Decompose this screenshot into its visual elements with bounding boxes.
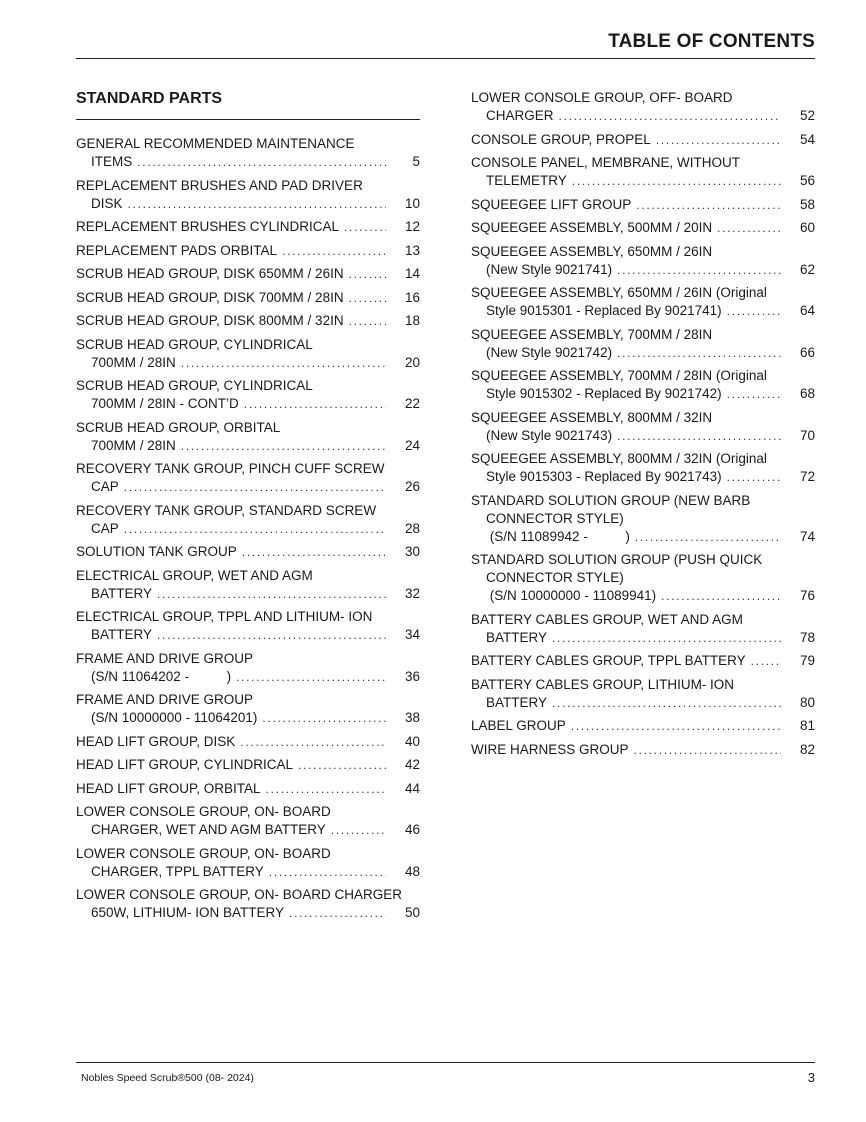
- page-title: TABLE OF CONTENTS: [608, 31, 815, 52]
- toc-entry-title: (New Style 9021743): [486, 427, 613, 443]
- dot-leader: [349, 289, 386, 307]
- toc-page-number: 78: [799, 629, 815, 645]
- toc-entry-title: BATTERY: [91, 627, 153, 642]
- toc-entry-title: WIRE HARNESS GROUP: [471, 741, 629, 757]
- toc-entry-title: 700MM / 28IN: [91, 437, 176, 453]
- toc-entry-title: REPLACEMENT BRUSHES CYLINDRICAL: [76, 219, 340, 234]
- toc-entry-title: (S/N 10000000 - 11064201): [91, 710, 258, 725]
- toc-entry[interactable]: [471, 450, 815, 486]
- toc-entry-title: CONSOLE PANEL, MEMBRANE, WITHOUT: [471, 155, 741, 170]
- dot-leader: [661, 587, 781, 605]
- dot-leader: [727, 385, 781, 403]
- toc-entry-title: SCRUB HEAD GROUP, DISK 650MM / 26IN: [76, 266, 344, 281]
- toc-entry-title: FRAME AND DRIVE GROUP: [76, 692, 254, 707]
- toc-entry-title: (New Style 9021741): [486, 261, 613, 277]
- toc-page-number: 28: [404, 520, 420, 536]
- toc-page-number: 79: [799, 653, 815, 668]
- toc-entry-title: LOWER CONSOLE GROUP, ON- BOARD: [76, 845, 331, 861]
- toc-entry-title: LOWER CONSOLE GROUP, ON- BOARD: [76, 804, 331, 819]
- toc-entry[interactable]: [76, 733, 420, 751]
- toc-page-number: 44: [404, 780, 420, 796]
- toc-entry[interactable]: [471, 154, 815, 190]
- toc-page-number: 66: [799, 344, 815, 360]
- dot-leader: [282, 242, 386, 260]
- toc-entry[interactable]: [76, 780, 420, 798]
- footer-doc-info: Nobles Speed Scrub®500 (08- 2024): [81, 1072, 254, 1084]
- toc-entry[interactable]: [76, 289, 420, 307]
- toc-entry-title: ELECTRICAL GROUP, TPPL AND LITHIUM- ION: [76, 609, 373, 624]
- dot-leader: [751, 652, 781, 670]
- toc-page-number: 81: [799, 718, 815, 733]
- toc-entry[interactable]: [76, 650, 420, 686]
- toc-entry[interactable]: [471, 326, 815, 362]
- dot-leader: [289, 904, 386, 922]
- toc-page-number: 24: [404, 437, 420, 453]
- toc-entry[interactable]: [471, 367, 815, 403]
- toc-entry[interactable]: [471, 131, 815, 149]
- toc-entry-title: BATTERY: [486, 694, 548, 710]
- toc-entry-title: SCRUB HEAD GROUP, CYLINDRICAL: [76, 378, 313, 393]
- toc-entry-title: Style 9015303 - Replaced By 9021743): [486, 469, 722, 484]
- toc-entry-title: SCRUB HEAD GROUP, CYLINDRICAL: [76, 336, 313, 352]
- toc-entry-title: SQUEEGEE ASSEMBLY, 800MM / 32IN (Original: [471, 451, 767, 466]
- dot-leader: [727, 468, 781, 486]
- toc-entry-title: (New Style 9021742): [486, 344, 613, 360]
- toc-entry[interactable]: [76, 135, 420, 171]
- toc-entry-title: ITEMS: [91, 154, 133, 169]
- toc-entry[interactable]: [471, 409, 815, 445]
- toc-page-number: 32: [404, 585, 420, 601]
- toc-entry[interactable]: [76, 312, 420, 330]
- toc-entry-title: SQUEEGEE ASSEMBLY, 800MM / 32IN: [471, 409, 713, 425]
- dot-leader: [244, 395, 386, 413]
- toc-entry[interactable]: [76, 336, 420, 372]
- section-divider: [76, 119, 420, 120]
- toc-entry-title: SQUEEGEE ASSEMBLY, 700MM / 28IN (Original: [471, 368, 767, 383]
- dot-leader: [617, 427, 781, 445]
- toc-entry[interactable]: [76, 242, 420, 260]
- toc-entry[interactable]: [471, 89, 815, 125]
- toc-entry-title: RECOVERY TANK GROUP, STANDARD SCREW: [76, 502, 377, 518]
- dot-leader: [137, 153, 386, 171]
- toc-entry-title: STANDARD SOLUTION GROUP (PUSH QUICK: [471, 552, 763, 567]
- toc-entry-title: CAP: [91, 520, 119, 536]
- toc-entry-title: SQUEEGEE ASSEMBLY, 700MM / 28IN: [471, 326, 713, 342]
- toc-entry-title: CONNECTOR STYLE): [486, 510, 624, 526]
- toc-entry-title: BATTERY CABLES GROUP, WET AND AGM: [471, 611, 743, 627]
- toc-entry-title: (S/N 11089942 - ): [486, 528, 630, 544]
- dot-leader: [242, 543, 386, 561]
- dot-leader: [157, 585, 386, 603]
- dot-leader: [236, 668, 386, 686]
- toc-page-number: 38: [404, 710, 420, 725]
- dot-leader: [344, 218, 386, 236]
- toc-right-column: [471, 89, 815, 764]
- toc-entry-title: SQUEEGEE ASSEMBLY, 650MM / 26IN (Original: [471, 285, 767, 300]
- toc-entry-title: GENERAL RECOMMENDED MAINTENANCE: [76, 136, 355, 151]
- dot-leader: [617, 261, 781, 279]
- dot-leader: [262, 709, 386, 727]
- footer-divider: [76, 1062, 815, 1063]
- toc-entry[interactable]: [471, 652, 815, 670]
- toc-entry-title: SCRUB HEAD GROUP, DISK 700MM / 28IN: [76, 289, 344, 305]
- toc-page-number: 20: [404, 354, 420, 370]
- toc-page-number: 82: [799, 741, 815, 757]
- toc-entry-title: LABEL GROUP: [471, 718, 566, 733]
- toc-entry[interactable]: [471, 551, 815, 605]
- toc-entry[interactable]: [471, 284, 815, 320]
- toc-entry-title: LOWER CONSOLE GROUP, ON- BOARD CHARGER: [76, 887, 403, 902]
- toc-page-number: 48: [404, 863, 420, 879]
- section-heading: STANDARD PARTS: [76, 90, 223, 107]
- dot-leader: [552, 629, 781, 647]
- footer-page-number: 3: [807, 1070, 815, 1085]
- toc-page-number: 80: [799, 694, 815, 710]
- toc-entry-title: HEAD LIFT GROUP, CYLINDRICAL: [76, 757, 294, 772]
- toc-page-number: 34: [404, 627, 420, 642]
- dot-leader: [636, 196, 781, 214]
- toc-page-number: 46: [404, 822, 420, 837]
- toc-entry-title: BATTERY CABLES GROUP, TPPL BATTERY: [471, 653, 746, 668]
- toc-entry-title: SCRUB HEAD GROUP, ORBITAL: [76, 419, 281, 435]
- toc-entry[interactable]: [76, 567, 420, 603]
- toc-entry-title: CONNECTOR STYLE): [486, 570, 624, 585]
- toc-page-number: 72: [799, 469, 815, 484]
- toc-entry[interactable]: [76, 845, 420, 881]
- toc-entry-title: 700MM / 28IN - CONT’D: [91, 396, 239, 411]
- toc-entry-title: CHARGER, TPPL BATTERY: [91, 863, 264, 879]
- toc-left-column: [76, 135, 420, 928]
- toc-page-number: 56: [799, 173, 815, 188]
- dot-leader: [559, 107, 781, 125]
- toc-page-number: 74: [799, 528, 815, 544]
- toc-page-number: 26: [404, 479, 420, 494]
- toc-page-number: 5: [412, 154, 420, 169]
- toc-entry-title: ELECTRICAL GROUP, WET AND AGM: [76, 567, 313, 583]
- toc-entry-title: HEAD LIFT GROUP, ORBITAL: [76, 780, 261, 796]
- toc-entry[interactable]: [76, 608, 420, 644]
- toc-entry-title: (S/N 10000000 - 11089941): [486, 588, 657, 603]
- toc-entry-title: SCRUB HEAD GROUP, DISK 800MM / 32IN: [76, 313, 344, 328]
- toc-entry-title: SOLUTION TANK GROUP: [76, 544, 237, 559]
- toc-entry[interactable]: [76, 886, 420, 922]
- toc-entry-title: TELEMETRY: [486, 173, 567, 188]
- dot-leader: [617, 344, 781, 362]
- toc-entry[interactable]: [76, 691, 420, 727]
- toc-entry-title: 650W, LITHIUM- ION BATTERY: [91, 905, 285, 920]
- toc-entry[interactable]: [76, 265, 420, 283]
- toc-entry-title: DISK: [91, 195, 123, 211]
- toc-entry-title: FRAME AND DRIVE GROUP: [76, 650, 254, 666]
- dot-leader: [128, 195, 386, 213]
- toc-entry[interactable]: [76, 460, 420, 496]
- toc-page-number: 18: [404, 313, 420, 328]
- dot-leader: [656, 131, 781, 149]
- toc-entry[interactable]: [471, 243, 815, 279]
- toc-entry[interactable]: [471, 611, 815, 647]
- toc-entry[interactable]: [76, 543, 420, 561]
- toc-entry-title: Style 9015302 - Replaced By 9021742): [486, 386, 722, 401]
- toc-page-number: 12: [404, 219, 420, 234]
- toc-entry[interactable]: [471, 219, 815, 237]
- toc-page-number: 42: [404, 757, 420, 772]
- toc-entry[interactable]: [76, 756, 420, 774]
- toc-entry[interactable]: [471, 196, 815, 214]
- toc-page-number: 52: [799, 108, 815, 123]
- toc-page-number: 58: [799, 196, 815, 212]
- toc-page-number: 40: [404, 733, 420, 749]
- toc-entry[interactable]: [76, 377, 420, 413]
- toc-entry-title: SQUEEGEE ASSEMBLY, 500MM / 20IN: [471, 220, 713, 235]
- toc-page-number: 60: [799, 220, 815, 235]
- toc-entry-title: BATTERY CABLES GROUP, LITHIUM- ION: [471, 676, 735, 692]
- dot-leader: [634, 741, 781, 759]
- toc-page-number: 22: [404, 396, 420, 411]
- dot-leader: [298, 756, 386, 774]
- toc-entry-title: 700MM / 28IN: [91, 354, 176, 370]
- toc-page-number: 76: [799, 588, 815, 603]
- dot-leader: [349, 265, 386, 283]
- toc-page-number: 70: [799, 427, 815, 443]
- toc-page-number: 62: [799, 261, 815, 277]
- toc-entry-title: STANDARD SOLUTION GROUP (NEW BARB: [471, 492, 751, 508]
- toc-page-number: 50: [404, 905, 420, 920]
- toc-page-number: 68: [799, 386, 815, 401]
- toc-entry-title: CAP: [91, 479, 119, 494]
- dot-leader: [266, 780, 386, 798]
- toc-page-number: 14: [404, 266, 420, 281]
- toc-entry[interactable]: [471, 717, 815, 735]
- toc-entry[interactable]: [76, 502, 420, 538]
- dot-leader: [157, 626, 386, 644]
- dot-leader: [181, 354, 386, 372]
- toc-entry-title: LOWER CONSOLE GROUP, OFF- BOARD: [471, 90, 733, 105]
- header-divider: [76, 58, 815, 59]
- dot-leader: [349, 312, 386, 330]
- dot-leader: [717, 219, 781, 237]
- dot-leader: [240, 733, 386, 751]
- toc-entry[interactable]: [76, 218, 420, 236]
- dot-leader: [635, 528, 781, 546]
- toc-entry-title: (S/N 11064202 - ): [91, 668, 232, 684]
- toc-page-number: 64: [799, 303, 815, 318]
- dot-leader: [552, 694, 781, 712]
- toc-entry[interactable]: [471, 741, 815, 759]
- toc-entry-title: REPLACEMENT BRUSHES AND PAD DRIVER: [76, 177, 363, 193]
- toc-entry-title: SQUEEGEE LIFT GROUP: [471, 196, 632, 212]
- toc-entry-title: CONSOLE GROUP, PROPEL: [471, 131, 651, 147]
- toc-page-number: 36: [404, 668, 420, 684]
- toc-entry-title: HEAD LIFT GROUP, DISK: [76, 733, 236, 749]
- toc-page-number: 10: [404, 195, 420, 211]
- toc-entry-title: BATTERY: [486, 629, 548, 645]
- toc-entry[interactable]: [471, 492, 815, 546]
- dot-leader: [269, 863, 386, 881]
- dot-leader: [124, 478, 386, 496]
- dot-leader: [181, 437, 386, 455]
- dot-leader: [571, 717, 781, 735]
- toc-entry-title: RECOVERY TANK GROUP, PINCH CUFF SCREW: [76, 461, 385, 476]
- toc-entry-title: Style 9015301 - Replaced By 9021741): [486, 303, 722, 318]
- toc-entry-title: CHARGER, WET AND AGM BATTERY: [91, 822, 326, 837]
- toc-entry-title: SQUEEGEE ASSEMBLY, 650MM / 26IN: [471, 243, 713, 259]
- toc-entry[interactable]: [471, 676, 815, 712]
- toc-entry-title: CHARGER: [486, 108, 554, 123]
- toc-page-number: 30: [404, 544, 420, 559]
- dot-leader: [727, 302, 781, 320]
- toc-entry[interactable]: [76, 177, 420, 213]
- dot-leader: [572, 172, 781, 190]
- toc-page-number: 16: [404, 289, 420, 305]
- toc-page-number: 13: [404, 242, 420, 258]
- dot-leader: [124, 520, 386, 538]
- toc-entry-title: BATTERY: [91, 585, 153, 601]
- toc-entry[interactable]: [76, 419, 420, 455]
- dot-leader: [331, 821, 386, 839]
- toc-entry-title: REPLACEMENT PADS ORBITAL: [76, 242, 278, 258]
- toc-entry[interactable]: [76, 803, 420, 839]
- toc-page-number: 54: [799, 131, 815, 147]
